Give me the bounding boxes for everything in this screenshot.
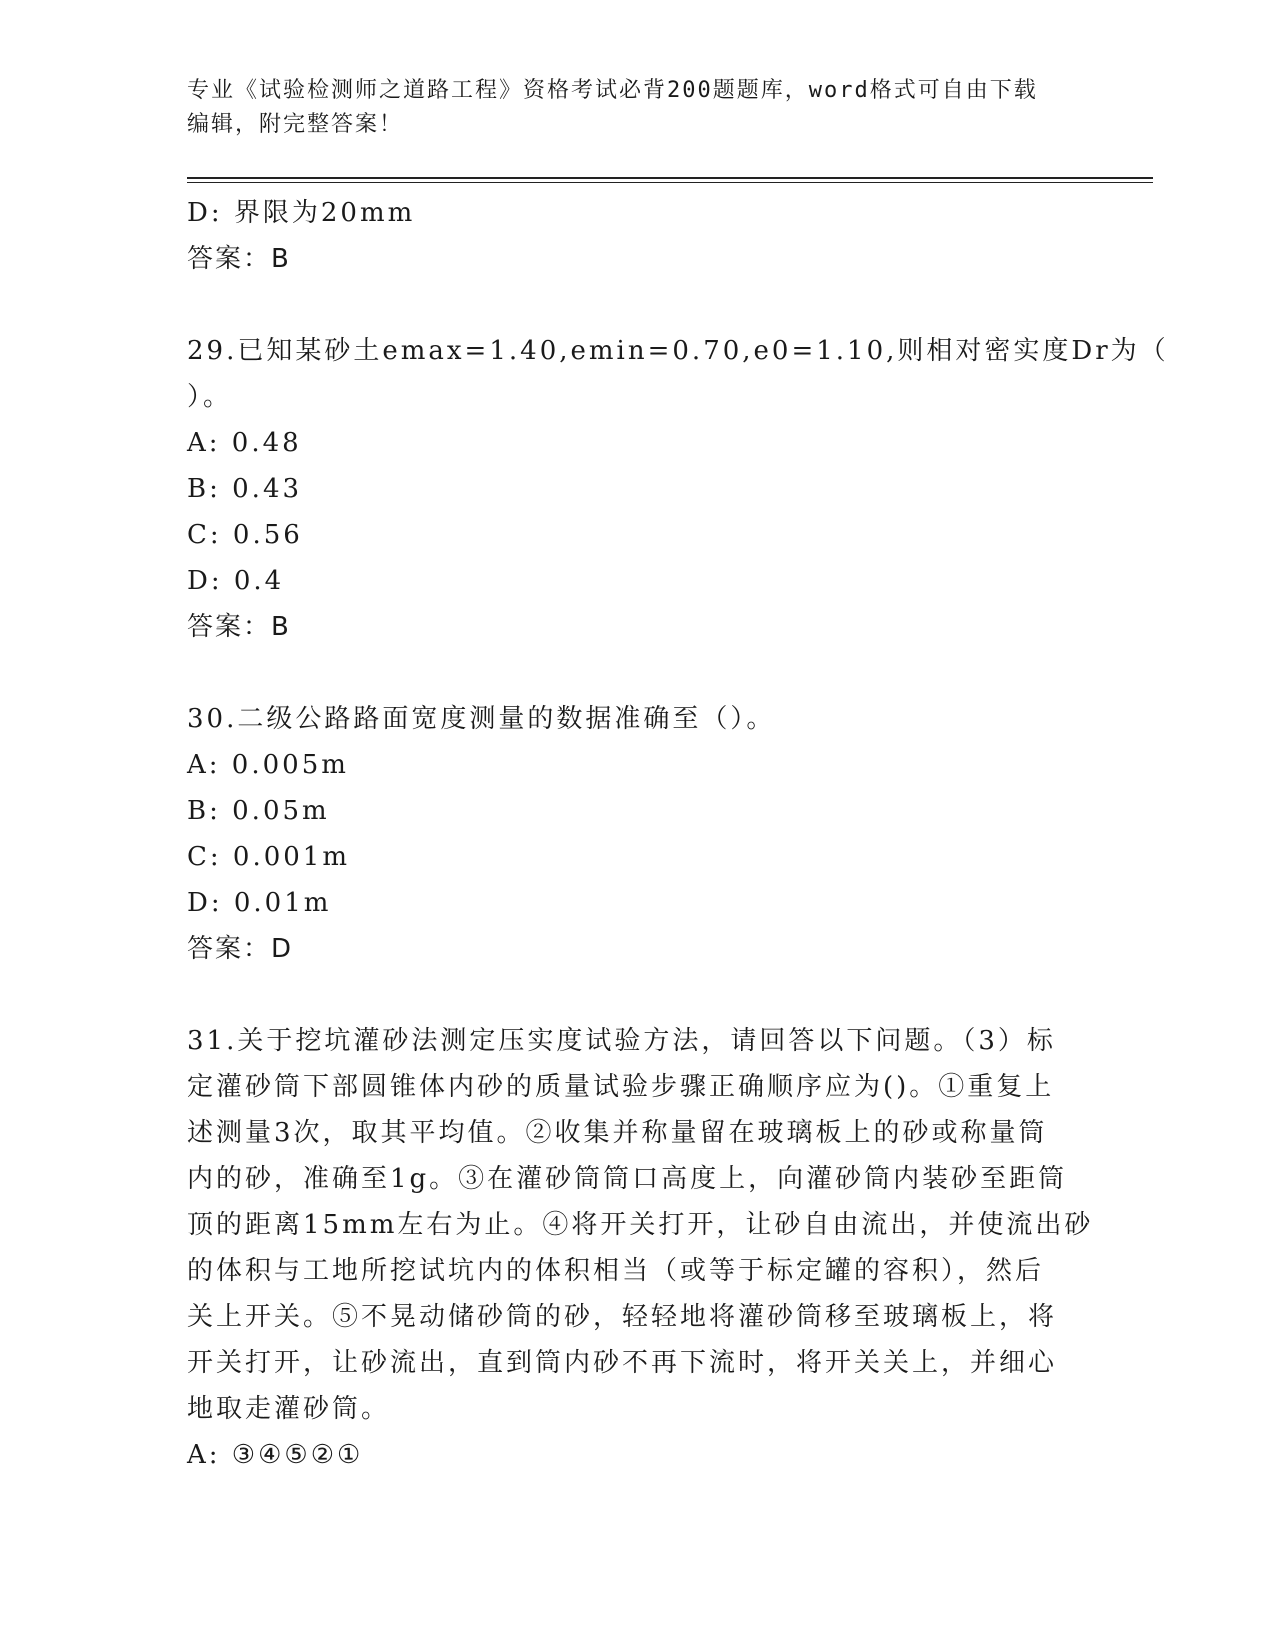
option-a: A: ③④⑤②① <box>187 1440 364 1470</box>
option-d: D: 0.4 <box>187 566 285 596</box>
document-body <box>187 190 1169 1478</box>
question-stem-line: 内的砂，准确至1g。③在灌砂筒筒口高度上，向灌砂筒内装砂至距筒 <box>187 1164 1068 1194</box>
answer: 答案：B <box>187 612 291 642</box>
header-line-1: 专业《试验检测师之道路工程》资格考试必背200题题库，word格式可自由下载 <box>187 78 1038 103</box>
question-stem-line: 31.关于挖坑灌砂法测定压实度试验方法，请回答以下问题。（3）标 <box>187 1026 1056 1056</box>
option-d: D: 0.01m <box>187 888 332 918</box>
document-header <box>187 74 1087 142</box>
question-stem-line: 关上开关。⑤不晃动储砂筒的砂，轻轻地将灌砂筒移至玻璃板上，将 <box>187 1302 1058 1332</box>
question-31 <box>187 1018 1094 1478</box>
option-b: B: 0.05m <box>187 796 330 826</box>
spacer <box>187 972 1087 1018</box>
question-stem-line: 顶的距离15mm左右为止。④将开关打开，让砂自由流出，并使流出砂 <box>187 1210 1094 1240</box>
question-stem: 30.二级公路路面宽度测量的数据准确至（）。 <box>187 704 776 734</box>
question-stem-line: 地取走灌砂筒。 <box>187 1394 391 1424</box>
question-stem-line: 29.已知某砂土emax=1.40,emin=0.70,e0=1.10,则相对密实度Dr为（ <box>187 336 1169 366</box>
option-c: C: 0.56 <box>187 520 303 550</box>
answer: 答案：B <box>187 244 291 274</box>
spacer <box>187 650 1087 696</box>
option-d: D: 界限为20mm <box>187 198 416 228</box>
question-stem-line: 的体积与工地所挖试坑内的体积相当（或等于标定罐的容积），然后 <box>187 1256 1045 1286</box>
question-30 <box>187 696 1087 972</box>
option-a: A: 0.48 <box>187 428 302 458</box>
question-stem-line: 述测量3次，取其平均值。②收集并称量留在玻璃板上的砂或称量筒 <box>187 1118 1048 1148</box>
question-stem-line: 开关打开，让砂流出，直到筒内砂不再下流时，将开关关上，并细心 <box>187 1348 1058 1378</box>
header-divider-thin <box>187 182 1153 183</box>
answer: 答案：D <box>187 934 294 964</box>
spacer <box>187 282 1087 328</box>
question-29 <box>187 328 1169 650</box>
header-divider-thick <box>187 177 1153 179</box>
option-c: C: 0.001m <box>187 842 351 872</box>
question-stem-line: ）。 <box>187 382 233 412</box>
question-28-fragment <box>187 190 1087 282</box>
header-line-2: 编辑，附完整答案！ <box>187 112 404 137</box>
option-a: A: 0.005m <box>187 750 349 780</box>
option-b: B: 0.43 <box>187 474 303 504</box>
question-stem-line: 定灌砂筒下部圆锥体内砂的质量试验步骤正确顺序应为()。①重复上 <box>187 1072 1055 1102</box>
